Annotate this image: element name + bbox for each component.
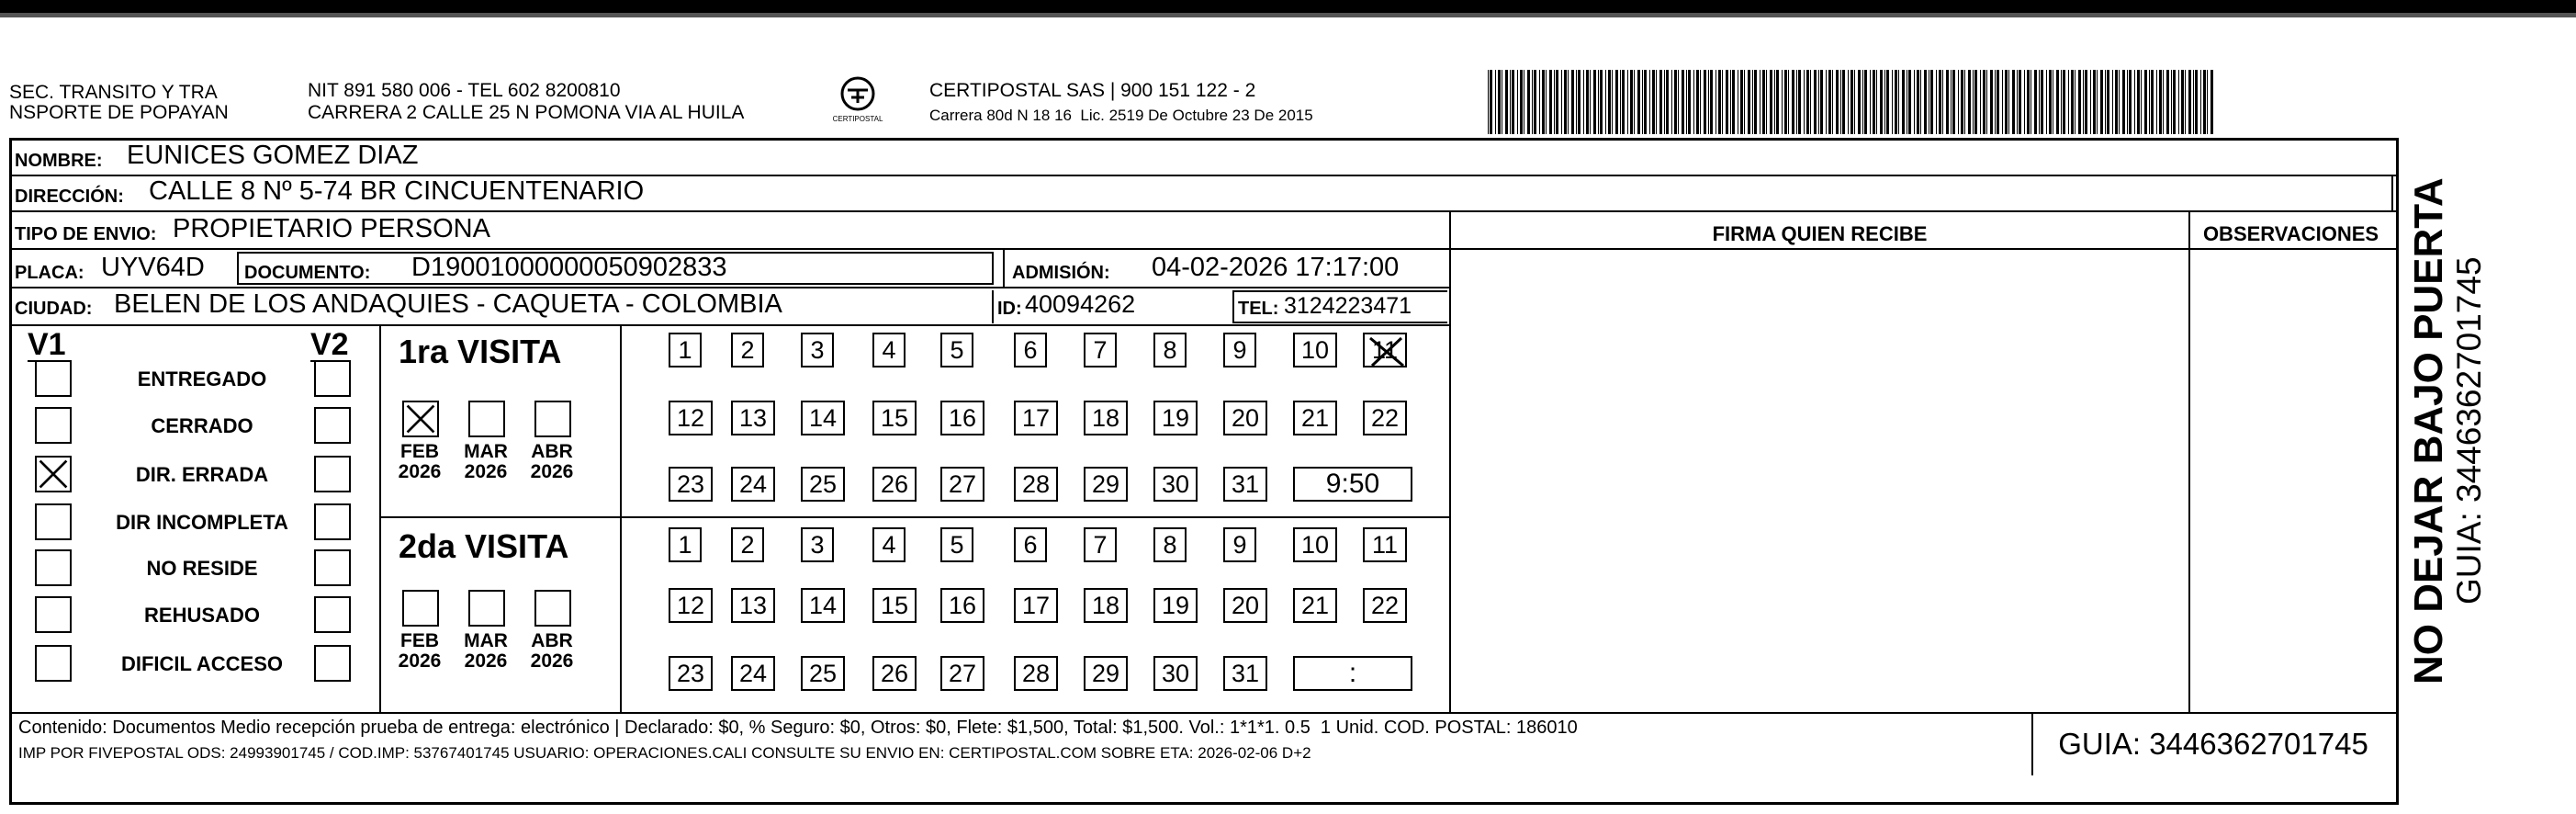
day-box[interactable]: 23 <box>669 656 713 691</box>
v1-checkbox[interactable] <box>35 360 72 397</box>
issuer-line-1: SEC. TRANSITO Y TRA <box>9 82 218 103</box>
day-box[interactable]: 12 <box>669 401 713 435</box>
day-box[interactable]: 14 <box>801 401 845 435</box>
scan-edge <box>0 0 2576 13</box>
v1-checkbox[interactable] <box>35 596 72 633</box>
tipo-envio-value: PROPIETARIO PERSONA <box>173 214 490 243</box>
logo-icon <box>831 75 884 126</box>
visit-divider <box>379 516 1449 518</box>
row-divider <box>9 324 1449 326</box>
month-checkbox[interactable] <box>468 401 505 437</box>
month-label: ABR <box>531 630 573 651</box>
v2-checkbox[interactable] <box>314 503 351 540</box>
id-label: ID: <box>997 299 1022 319</box>
day-box[interactable]: 10 <box>1293 333 1337 367</box>
day-box[interactable]: 3 <box>801 527 834 562</box>
day-box[interactable]: 1 <box>669 527 702 562</box>
month-checkbox[interactable] <box>534 401 571 437</box>
nit-line-1: NIT 891 580 006 - TEL 602 8200810 <box>308 80 621 101</box>
time-box[interactable]: 9:50 <box>1293 467 1412 502</box>
col-divider <box>1003 250 1005 287</box>
col-divider <box>379 324 381 712</box>
day-box[interactable]: 26 <box>872 656 917 691</box>
month-label: FEB <box>400 630 439 651</box>
month-label: MAR <box>464 441 508 462</box>
direccion-value: CALLE 8 Nº 5-74 BR CINCUENTENARIO <box>149 176 645 206</box>
documento-value: D19001000000050902833 <box>411 253 727 282</box>
v1-checkbox[interactable] <box>35 456 72 492</box>
admision-value: 04-02-2026 17:17:00 <box>1152 253 1400 282</box>
day-box[interactable]: 9 <box>1223 333 1256 367</box>
documento-label: DOCUMENTO: <box>244 263 371 283</box>
id-value: 40094262 <box>1025 290 1136 318</box>
year-label: 2026 <box>398 650 442 672</box>
day-box[interactable]: 2 <box>731 527 764 562</box>
v2-checkbox[interactable] <box>314 596 351 633</box>
v1-checkbox[interactable] <box>35 549 72 586</box>
status-label: DIR INCOMPLETA <box>116 511 288 534</box>
time-box[interactable]: : <box>1293 656 1412 691</box>
nombre-label: NOMBRE: <box>15 151 103 171</box>
day-box[interactable]: 14 <box>801 588 845 623</box>
v2-checkbox[interactable] <box>314 456 351 492</box>
day-box[interactable]: 25 <box>801 656 845 691</box>
day-box[interactable]: 4 <box>872 527 906 562</box>
day-box[interactable]: 27 <box>940 467 984 502</box>
observations-area[interactable] <box>2190 250 2391 712</box>
day-box[interactable]: 13 <box>731 588 775 623</box>
status-label: DIFICIL ACCESO <box>120 652 283 675</box>
direccion-label: DIRECCIÓN: <box>15 187 124 207</box>
day-box[interactable]: 6 <box>1014 333 1047 367</box>
ciudad-label: CIUDAD: <box>15 299 93 319</box>
day-box[interactable]: 16 <box>940 401 984 435</box>
v1-checkbox[interactable] <box>35 407 72 444</box>
v1-label: V1 <box>28 327 66 362</box>
status-label: REHUSADO <box>144 604 260 627</box>
visit1-title: 1ra VISITA <box>399 333 562 370</box>
day-box[interactable]: 30 <box>1153 467 1198 502</box>
day-box[interactable]: 2 <box>731 333 764 367</box>
day-box[interactable]: 20 <box>1223 588 1267 623</box>
day-box[interactable]: 28 <box>1014 467 1058 502</box>
day-box[interactable]: 11 <box>1363 333 1407 367</box>
day-box[interactable]: 5 <box>940 333 973 367</box>
v1-checkbox[interactable] <box>35 645 72 682</box>
barcode <box>1488 70 2213 134</box>
v1-checkbox[interactable] <box>35 503 72 540</box>
day-box[interactable]: 18 <box>1084 588 1128 623</box>
month-checkbox[interactable] <box>468 590 505 627</box>
day-box[interactable]: 28 <box>1014 656 1058 691</box>
company-line-1: CERTIPOSTAL SAS | 900 151 122 - 2 <box>929 80 1256 101</box>
day-box[interactable]: 25 <box>801 467 845 502</box>
visit2-title: 2da VISITA <box>399 527 569 565</box>
status-label: NO RESIDE <box>146 557 258 580</box>
svg-text:CERTIPOSTAL: CERTIPOSTAL <box>832 115 883 123</box>
day-box[interactable]: 6 <box>1014 527 1047 562</box>
check-mark-icon <box>37 458 70 491</box>
day-box[interactable]: 8 <box>1153 527 1187 562</box>
year-label: 2026 <box>530 461 574 482</box>
day-box[interactable]: 10 <box>1293 527 1337 562</box>
v2-checkbox[interactable] <box>314 549 351 586</box>
year-label: 2026 <box>530 650 574 672</box>
scan-edge-shadow <box>0 13 2576 17</box>
day-box[interactable]: 15 <box>872 401 917 435</box>
day-box[interactable]: 12 <box>669 588 713 623</box>
day-box[interactable]: 29 <box>1084 656 1128 691</box>
footer-print-info: IMP POR FIVEPOSTAL ODS: 24993901745 / COD.IMP: 53767401745 USUARIO: OPERACIONES.CALI CONSULTE SU ENVIO EN: CERTIPOSTAL.COM SOBRE ETA: 2026-02-06 D+2 <box>18 744 1311 762</box>
month-checkbox[interactable] <box>534 590 571 627</box>
day-box[interactable]: 21 <box>1293 401 1337 435</box>
day-box[interactable]: 11 <box>1363 527 1407 562</box>
day-box[interactable]: 29 <box>1084 467 1128 502</box>
company-line-2: Carrera 80d N 18 16 Lic. 2519 De Octubre 23 De 2015 <box>929 107 1313 124</box>
day-box[interactable]: 15 <box>872 588 917 623</box>
day-box[interactable]: 23 <box>669 467 713 502</box>
day-box[interactable]: 31 <box>1223 656 1267 691</box>
row-divider <box>9 248 1449 250</box>
col-divider <box>2391 175 2393 210</box>
check-mark-icon <box>404 402 437 435</box>
month-checkbox[interactable] <box>402 590 439 627</box>
day-box[interactable]: 7 <box>1084 527 1117 562</box>
day-box[interactable]: 13 <box>731 401 775 435</box>
v2-checkbox[interactable] <box>314 407 351 444</box>
year-label: 2026 <box>464 650 508 672</box>
firma-header: FIRMA QUIEN RECIBE <box>1712 222 1928 245</box>
placa-value: UYV64D <box>101 253 205 282</box>
day-box[interactable]: 18 <box>1084 401 1128 435</box>
status-label: DIR. ERRADA <box>135 463 269 486</box>
month-label: MAR <box>464 630 508 651</box>
day-box[interactable]: 17 <box>1014 588 1058 623</box>
tel-label: TEL: <box>1238 299 1279 319</box>
placa-label: PLACA: <box>15 263 84 283</box>
day-box[interactable]: 17 <box>1014 401 1058 435</box>
day-box[interactable]: 3 <box>801 333 834 367</box>
signature-area[interactable] <box>1451 250 2188 712</box>
day-box[interactable]: 20 <box>1223 401 1267 435</box>
nit-line-2: CARRERA 2 CALLE 25 N POMONA VIA AL HUILA <box>308 102 745 123</box>
row-divider <box>9 210 2399 212</box>
footer-contents: Contenido: Documentos Medio recepción prueba de entrega: electrónico | Declarado: $0, % Seguro: $0, Otros: $0, Flete: $1,500, Total: $1,500. Vol.: 1*1*1. 0.5 1 Unid. COD. POSTAL: 186010 <box>18 718 1578 738</box>
col-divider <box>620 324 622 712</box>
day-box[interactable]: 1 <box>669 333 702 367</box>
no-dejar-bajo-puerta: NO DEJAR BAJO PUERTA <box>2406 177 2451 684</box>
v2-checkbox[interactable] <box>314 360 351 397</box>
tel-value: 3124223471 <box>1284 293 1412 319</box>
status-label: ENTREGADO <box>137 367 267 390</box>
issuer-line-2: NSPORTE DE POPAYAN <box>9 102 229 123</box>
day-box[interactable]: 21 <box>1293 588 1337 623</box>
side-guia-number: GUIA: 3446362701745 <box>2450 256 2488 605</box>
month-label: ABR <box>531 441 573 462</box>
day-box[interactable]: 19 <box>1153 588 1198 623</box>
day-box[interactable]: 5 <box>940 527 973 562</box>
admision-label: ADMISIÓN: <box>1012 263 1110 283</box>
status-label: CERRADO <box>151 414 253 437</box>
v2-label: V2 <box>310 327 349 362</box>
year-label: 2026 <box>398 461 442 482</box>
day-box[interactable]: 31 <box>1223 467 1267 502</box>
day-box[interactable]: 22 <box>1363 588 1407 623</box>
month-checkbox[interactable] <box>402 401 439 437</box>
day-box[interactable]: 9 <box>1223 527 1256 562</box>
day-box[interactable]: 4 <box>872 333 906 367</box>
day-box[interactable]: 22 <box>1363 401 1407 435</box>
day-box[interactable]: 7 <box>1084 333 1117 367</box>
day-box[interactable]: 24 <box>731 656 775 691</box>
guia-number: GUIA: 3446362701745 <box>2031 713 2393 775</box>
day-box[interactable]: 8 <box>1153 333 1187 367</box>
year-label: 2026 <box>464 461 508 482</box>
day-box[interactable]: 30 <box>1153 656 1198 691</box>
nombre-value: EUNICES GOMEZ DIAZ <box>127 141 419 170</box>
day-box[interactable]: 27 <box>940 656 984 691</box>
ciudad-value: BELEN DE LOS ANDAQUIES - CAQUETA - COLOMBIA <box>114 289 782 319</box>
month-label: FEB <box>400 441 439 462</box>
day-box[interactable]: 19 <box>1153 401 1198 435</box>
observaciones-header: OBSERVACIONES <box>2202 222 2379 245</box>
day-box[interactable]: 16 <box>940 588 984 623</box>
certipostal-logo <box>831 75 884 126</box>
v2-checkbox[interactable] <box>314 645 351 682</box>
day-box[interactable]: 24 <box>731 467 775 502</box>
day-box[interactable]: 26 <box>872 467 917 502</box>
tipo-envio-label: TIPO DE ENVIO: <box>15 224 157 244</box>
